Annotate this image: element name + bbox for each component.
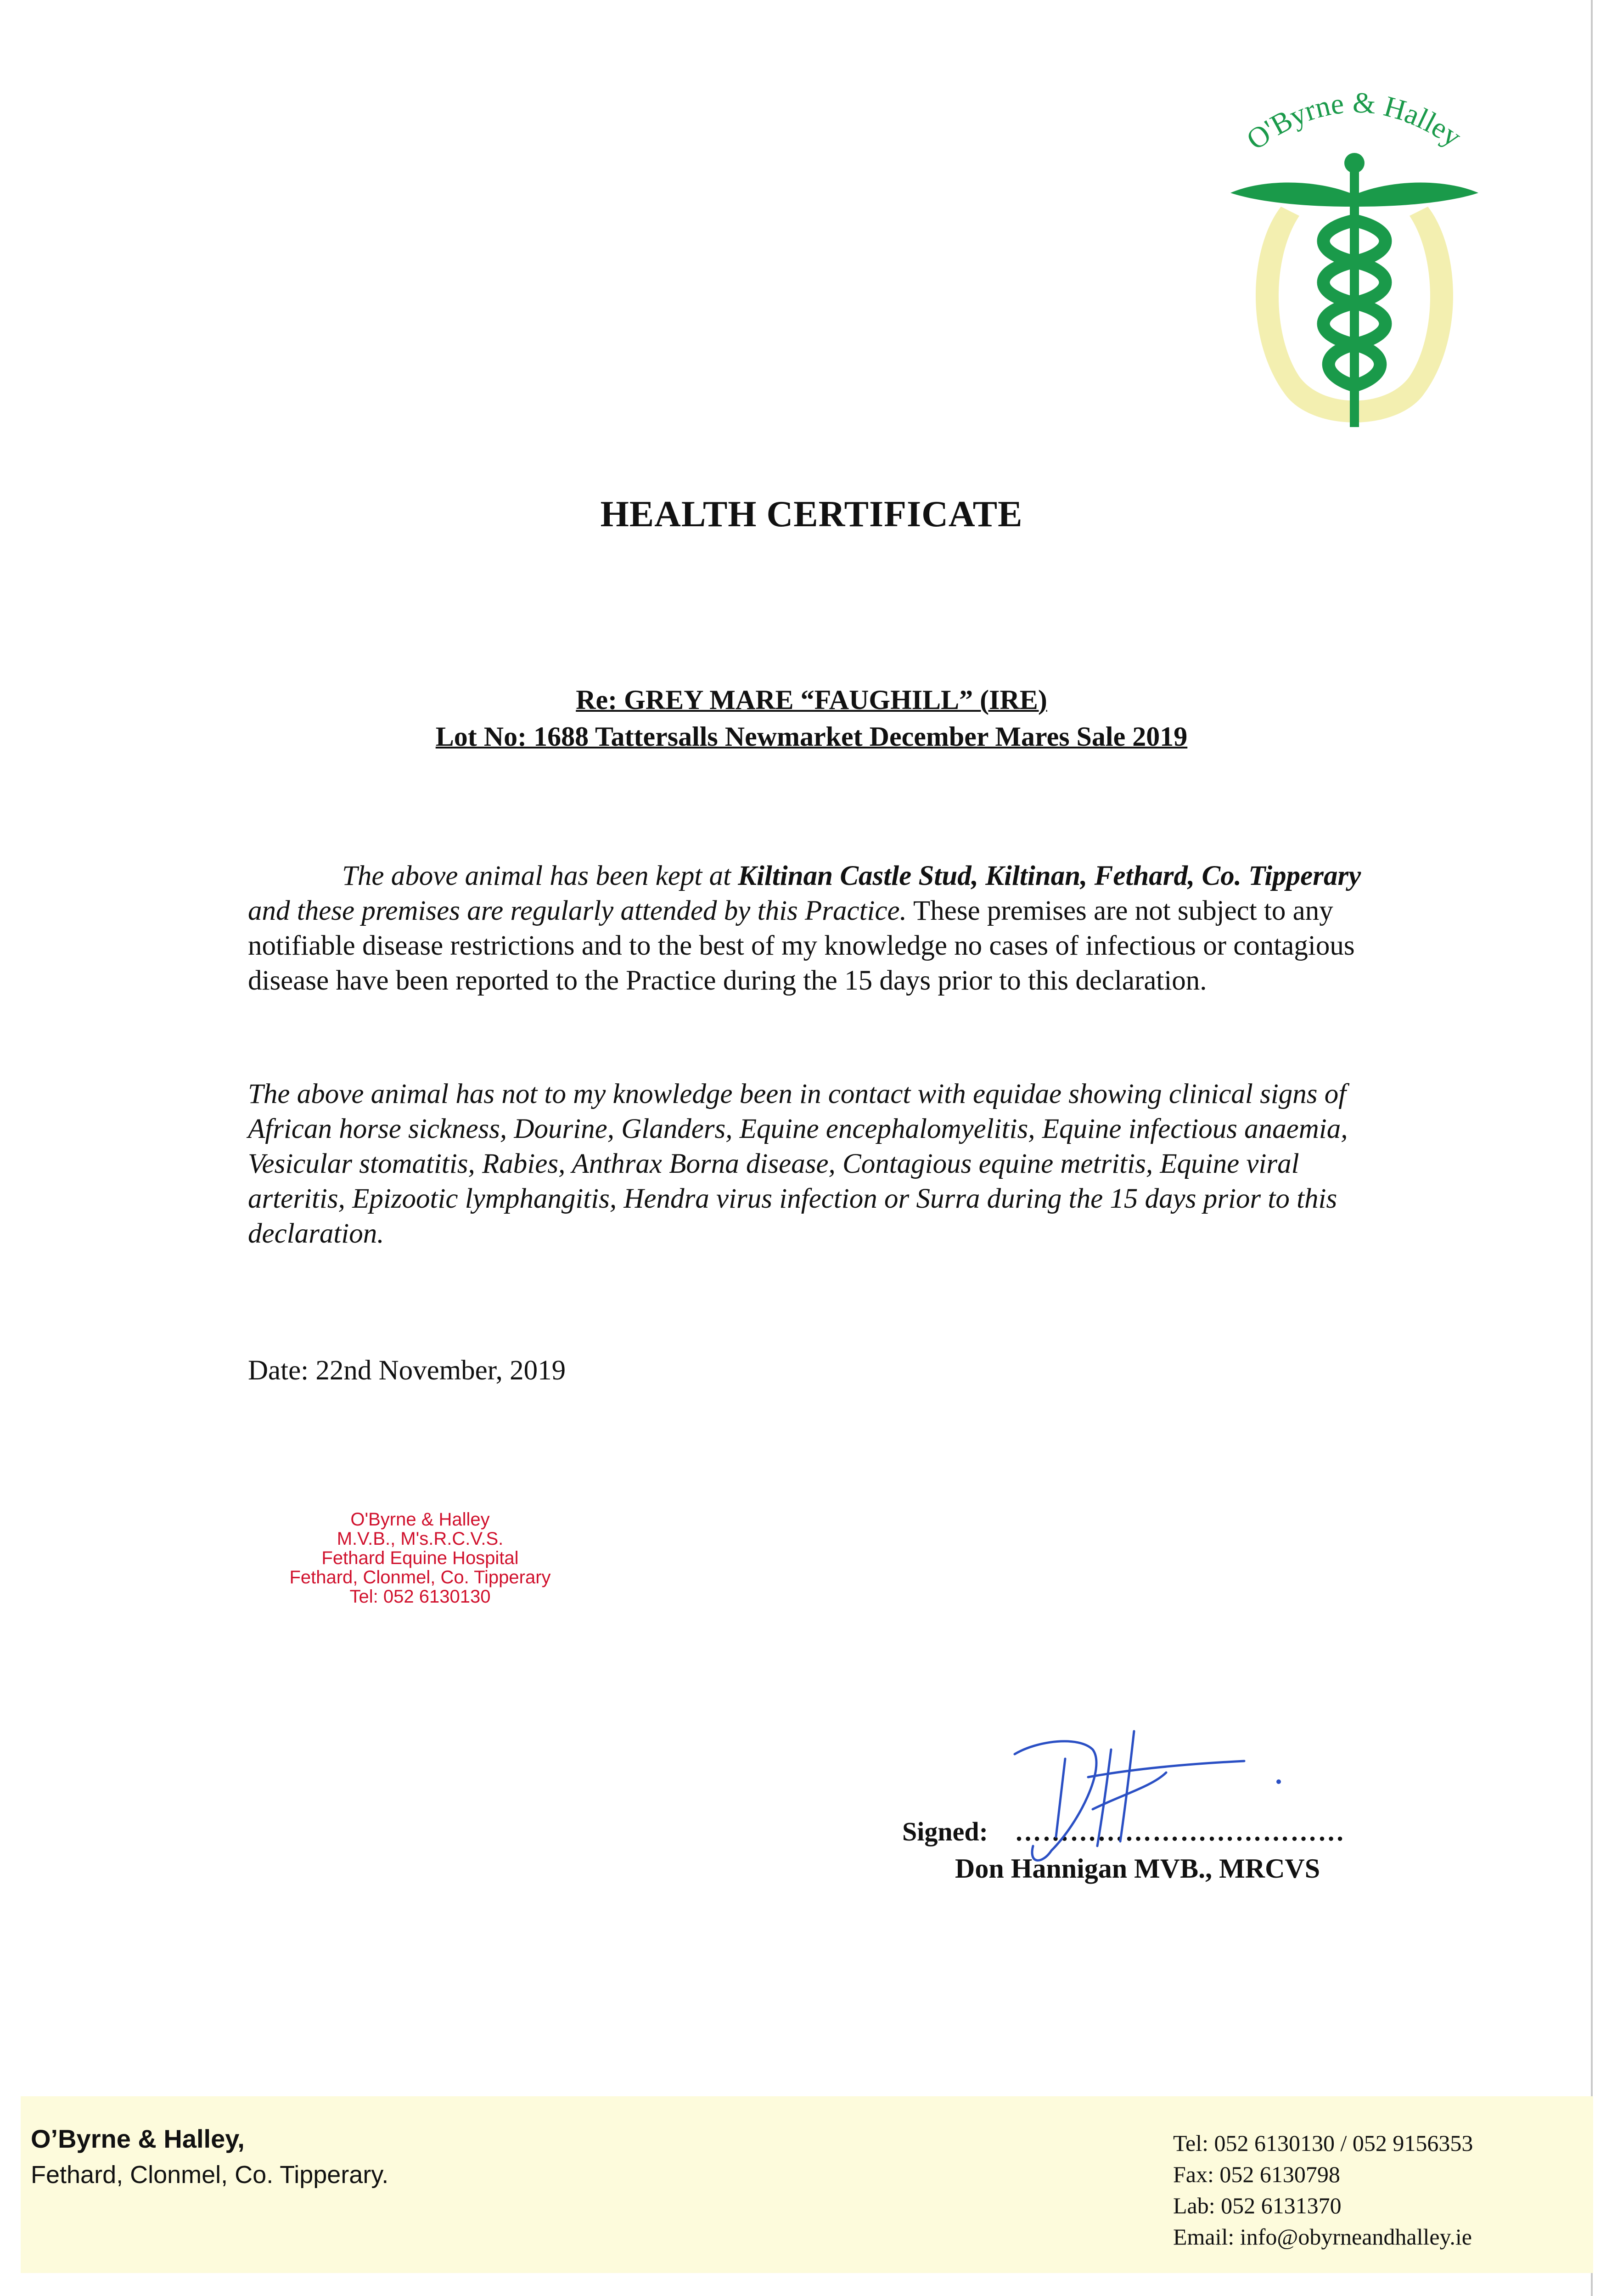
premises-address: Kiltinan Castle Stud, Kiltinan, Fethard, Co. Tipperary xyxy=(738,861,1361,891)
disease-contact-paragraph: The above animal has not to my knowledge been in contact with equidae showing clinical signs of African horse sickness, Dourine, Glanders, Equine encephalomyelitis, Equine infectious anaemia, Vesicular stomatitis, Rabies, Anthrax Borna disease, Contagious equine metritis, Equine viral arteritis, Epizootic lymphangitis, Hendra virus infection or Surra during the 15 days prior to this declaration. xyxy=(248,1079,1348,1249)
signer-name: Don Hannigan MVB., MRCVS xyxy=(955,1853,1320,1884)
stamp-line: Tel: 052 6130130 xyxy=(349,1587,491,1607)
lot-reference: Lot No: 1688 Tattersalls Newmarket December Mares Sale 2019 xyxy=(435,721,1188,752)
footer-contacts xyxy=(1173,2127,1473,2252)
footer-practice-name: O’Byrne & Halley, xyxy=(31,2124,245,2153)
stamp-line: O'Byrne & Halley xyxy=(350,1509,490,1530)
footer-fax: Fax: 052 6130798 xyxy=(1173,2161,1340,2187)
paragraph-text: and these premises are regularly attended by this Practice. xyxy=(248,895,907,926)
scan-edge-line xyxy=(1591,0,1593,2296)
footer-band xyxy=(21,2096,1593,2273)
signed-label: Signed: xyxy=(902,1817,988,1846)
handwritten-signature xyxy=(1001,1717,1304,1874)
practice-stamp xyxy=(257,1510,583,1606)
practice-logo xyxy=(1194,55,1515,445)
certificate-date: Date: 22nd November, 2019 xyxy=(248,1355,566,1386)
stamp-line: Fethard, Clonmel, Co. Tipperary xyxy=(289,1567,551,1587)
premises-paragraph xyxy=(248,859,1364,998)
footer-address: Fethard, Clonmel, Co. Tipperary. xyxy=(31,2161,389,2189)
footer-email[interactable]: Email: info@obyrneandhalley.ie xyxy=(1173,2224,1472,2250)
paragraph-text: These premises are not subject to any notifiable disease restrictions and to the best of my knowledge no cases of infectious or contagious disease have been reported to the Practice during the 15 days prior to this declaration. xyxy=(248,895,1355,996)
paragraph-text: The above animal has been kept at xyxy=(342,861,738,891)
page-title: HEALTH CERTIFICATE xyxy=(600,494,1023,535)
horse-reference: Re: GREY MARE “FAUGHILL” (IRE) xyxy=(576,685,1047,715)
stamp-line: M.V.B., M's.R.C.V.S. xyxy=(337,1529,504,1549)
logo-text: O'Byrne & Halley xyxy=(1240,86,1468,157)
footer-lab: Lab: 052 6131370 xyxy=(1173,2193,1342,2218)
stamp-line: Fethard Equine Hospital xyxy=(321,1548,519,1568)
signature-line: ……………………………… xyxy=(1015,1817,1345,1846)
footer-tel: Tel: 052 6130130 / 052 9156353 xyxy=(1173,2130,1473,2156)
